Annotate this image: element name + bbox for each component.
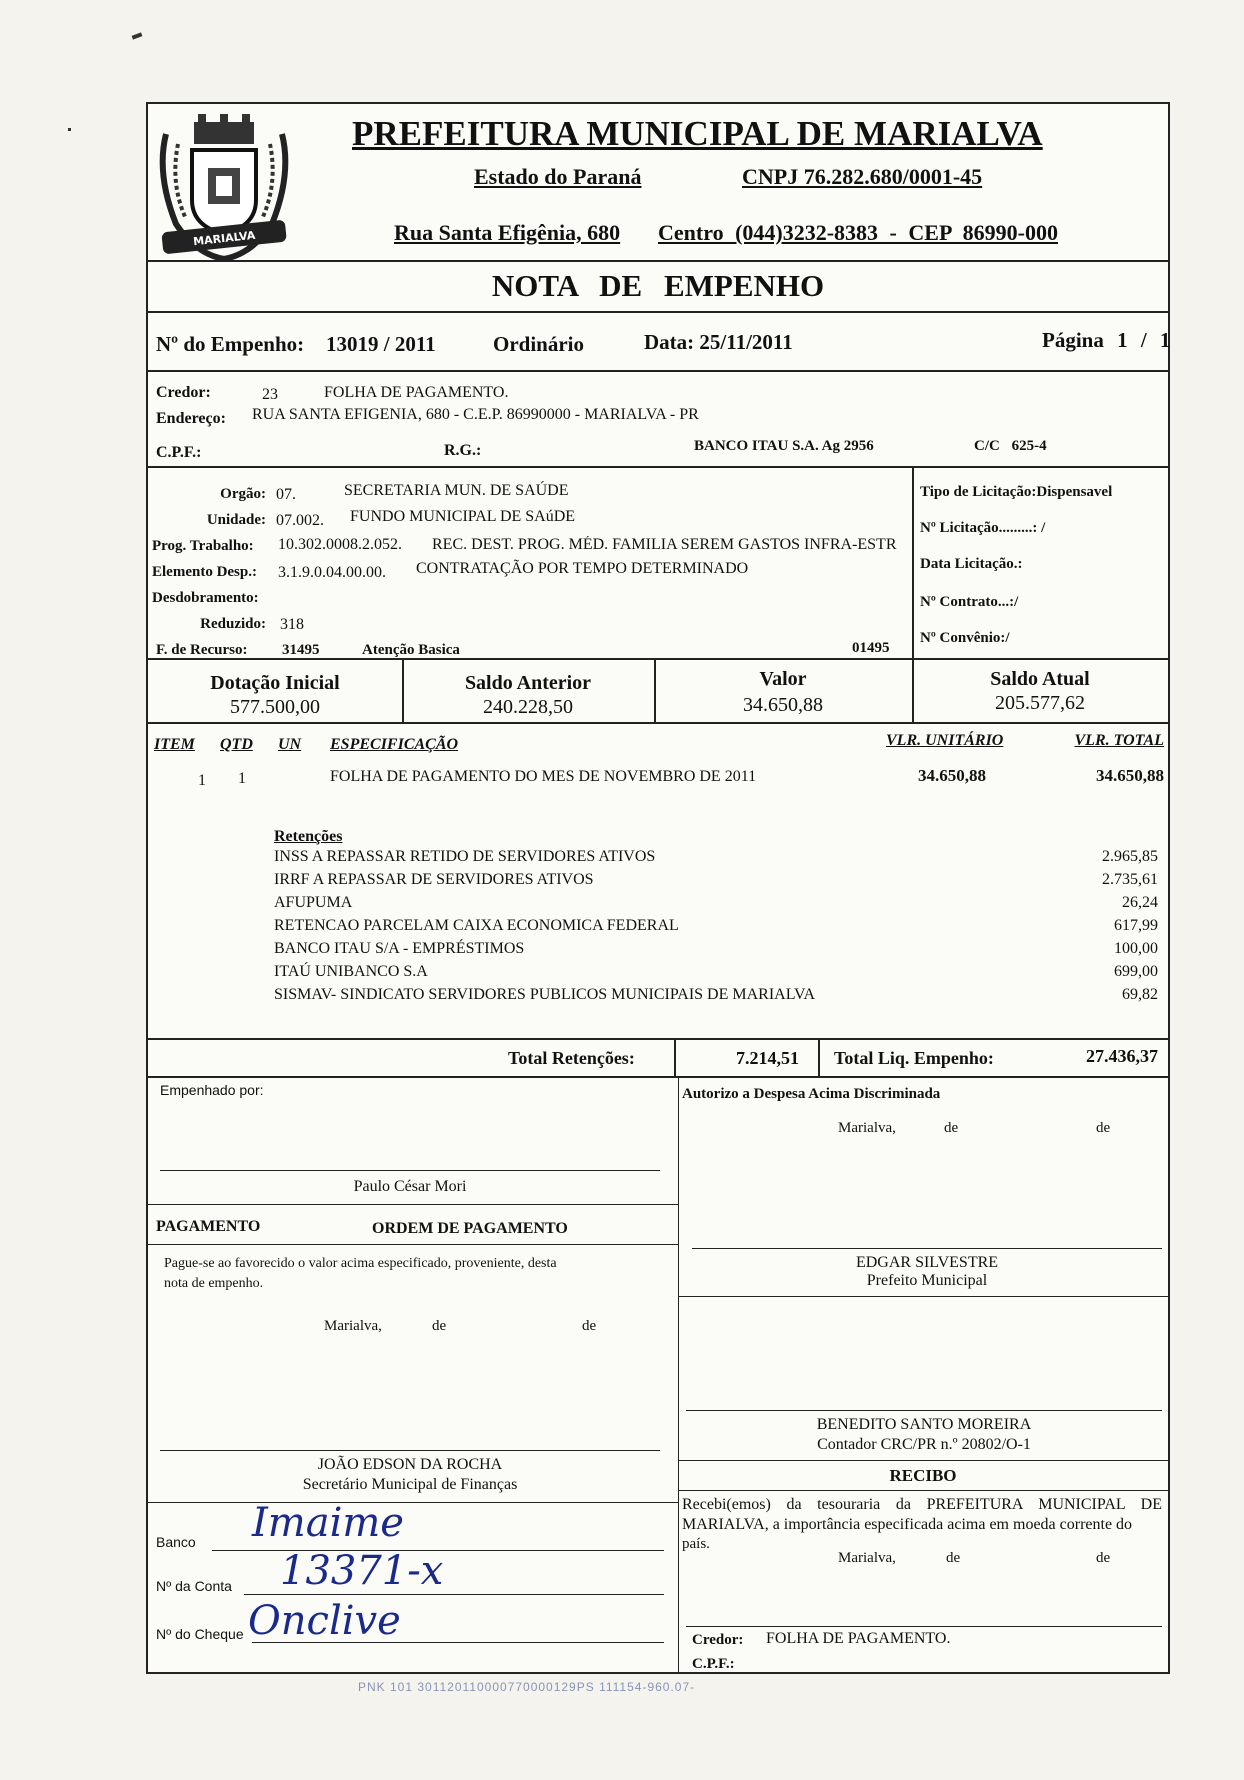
retencao-desc: SISMAV- SINDICATO SERVIDORES PUBLICOS MUNICIPAIS DE MARIALVA xyxy=(274,986,816,1003)
credor-label: Credor: xyxy=(156,384,211,401)
prefeito-role: Prefeito Municipal xyxy=(866,1272,988,1289)
retencoes-title: Retenções xyxy=(274,828,343,845)
banco-agencia: BANCO ITAU S.A. Ag 2956 xyxy=(694,438,874,454)
ordem-pagamento-label: ORDEM DE PAGAMENTO xyxy=(372,1220,568,1237)
numero-convenio: Nº Convênio:/ xyxy=(920,630,1010,646)
numero-licitacao: Nº Licitação.........: / xyxy=(920,520,1046,536)
date-de: de xyxy=(1096,1120,1111,1136)
orgao-code: 07. xyxy=(276,486,296,503)
col-especificacao: ESPECIFICAÇÃO xyxy=(330,736,459,753)
retencao-value: 26,24 xyxy=(1122,894,1158,911)
banco-label: Banco xyxy=(156,1534,196,1550)
endereco-value: RUA SANTA EFIGENIA, 680 - C.E.P. 86990000 - MARIALVA - PR xyxy=(252,406,699,423)
desdobramento-label: Desdobramento: xyxy=(152,590,259,606)
recibo-cpf-label: C.P.F.: xyxy=(692,1656,735,1672)
nota-de-empenho-document xyxy=(146,102,1170,1674)
reduzido-label: Reduzido: xyxy=(200,616,266,632)
cnpj-label: CNPJ 76.282.680/0001-45 xyxy=(742,164,983,189)
table-row-item: 1 xyxy=(198,772,206,789)
credor-code: 23 xyxy=(262,386,278,403)
saldo-atual-label: Saldo Atual xyxy=(990,668,1090,690)
unidade-code: 07.002. xyxy=(276,512,324,529)
prog-trabalho-label: Prog. Trabalho: xyxy=(152,538,254,554)
table-row-vlr-unitario: 34.650,88 xyxy=(918,766,986,785)
empenhado-por-name: Paulo César Mori xyxy=(353,1178,467,1195)
prefeitura-title: PREFEITURA MUNICIPAL DE MARIALVA xyxy=(352,114,1043,153)
footer-code: PNK 101 301120110000770000129PS 111154-960.07- xyxy=(358,1680,696,1694)
date-de: de xyxy=(432,1318,447,1334)
fonte-recurso-code: 31495 xyxy=(282,642,320,658)
empenho-number-label: Nº do Empenho: xyxy=(156,332,305,356)
seal-text: MARIALVA xyxy=(192,228,256,249)
cheque-handwritten: Onclive xyxy=(248,1598,401,1644)
total-liq-value: 27.436,37 xyxy=(1086,1046,1158,1066)
elemento-desp-label: Elemento Desp.: xyxy=(152,564,257,580)
marialva-label: Marialva, xyxy=(838,1550,896,1566)
valor-value: 34.650,88 xyxy=(743,694,823,716)
address-label: Rua Santa Efigênia, 680 xyxy=(394,220,621,245)
empenho-type: Ordinário xyxy=(493,332,585,356)
tipo-licitacao: Tipo de Licitação:Dispensavel xyxy=(920,484,1113,500)
col-qtd: QTD xyxy=(220,736,253,753)
col-vlr-total: VLR. TOTAL xyxy=(1074,732,1164,749)
credor-name: FOLHA DE PAGAMENTO. xyxy=(324,384,509,401)
conta-label: Nº da Conta xyxy=(156,1578,232,1594)
contador-name: BENEDITO SANTO MOREIRA xyxy=(816,1416,1032,1433)
col-vlr-unitario: VLR. UNITÁRIO xyxy=(886,732,1004,749)
contact-label: Centro (044)3232-8383 - CEP 86990-000 xyxy=(658,220,1058,245)
recibo-text-2: MARIALVA, a importância especificada acima em moeda corrente do xyxy=(682,1516,1133,1533)
municipal-seal-icon xyxy=(156,114,292,264)
retencao-desc: RETENCAO PARCELAM CAIXA ECONOMICA FEDERAL xyxy=(274,917,679,934)
orgao-value: SECRETARIA MUN. DE SAÚDE xyxy=(344,482,569,499)
retencao-desc: BANCO ITAU S/A - EMPRÉSTIMOS xyxy=(274,940,525,957)
prog-trabalho-value: REC. DEST. PROG. MÉD. FAMILIA SEREM GASTOS INFRA-ESTR xyxy=(432,536,897,553)
retencao-value: 699,00 xyxy=(1114,963,1158,980)
cheque-label: Nº do Cheque xyxy=(156,1626,244,1642)
document-title: NOTA DE EMPENHO xyxy=(491,268,825,303)
conta-corrente: C/C 625-4 xyxy=(974,438,1047,454)
conta-handwritten: 13371-x xyxy=(280,1548,444,1594)
empenhado-por-label: Empenhado por: xyxy=(160,1082,264,1098)
elemento-desp-value: CONTRATAÇÃO POR TEMPO DETERMINADO xyxy=(416,560,749,577)
retencao-value: 2.965,85 xyxy=(1102,848,1158,865)
numero-contrato: Nº Contrato...:/ xyxy=(920,594,1019,610)
date-de: de xyxy=(946,1550,961,1566)
total-retencoes-label: Total Retenções: xyxy=(508,1048,635,1068)
retencao-value: 100,00 xyxy=(1114,940,1158,957)
retencao-desc: IRRF A REPASSAR DE SERVIDORES ATIVOS xyxy=(274,871,594,888)
retencao-desc: AFUPUMA xyxy=(274,894,353,911)
banco-handwritten: Imaime xyxy=(252,1500,404,1546)
col-un: UN xyxy=(278,736,302,753)
recibo-text-1: Recebi(emos) da tesouraria da PREFEITURA MUNICIPAL DE xyxy=(682,1496,1162,1513)
fonte-recurso-label: F. de Recurso: xyxy=(156,642,248,658)
total-retencoes-value: 7.214,51 xyxy=(736,1048,799,1068)
unidade-value: FUNDO MUNICIPAL DE SAúDE xyxy=(350,508,576,525)
cpf-label: C.P.F.: xyxy=(156,444,202,461)
retencao-desc: ITAÚ UNIBANCO S.A xyxy=(274,963,428,980)
endereco-label: Endereço: xyxy=(156,410,226,427)
date-de: de xyxy=(944,1120,959,1136)
dotacao-inicial-label: Dotação Inicial xyxy=(210,672,340,694)
secretario-name: JOÃO EDSON DA ROCHA xyxy=(317,1456,503,1473)
retencao-value: 2.735,61 xyxy=(1102,871,1158,888)
empenho-number: 13019 / 2011 xyxy=(326,332,436,356)
rg-label: R.G.: xyxy=(444,442,482,459)
pagamento-text-2: nota de empenho. xyxy=(164,1276,264,1291)
retencao-value: 617,99 xyxy=(1114,917,1158,934)
pagamento-text-1: Pague-se ao favorecido o valor acima especificado, proveniente, desta xyxy=(164,1256,557,1271)
retencao-desc: INSS A REPASSAR RETIDO DE SERVIDORES ATIVOS xyxy=(274,848,656,865)
table-row-vlr-total: 34.650,88 xyxy=(1096,766,1164,785)
unidade-label: Unidade: xyxy=(206,512,266,528)
scan-speck xyxy=(132,32,143,39)
recibo-credor-value: FOLHA DE PAGAMENTO. xyxy=(766,1630,951,1647)
saldo-anterior-value: 240.228,50 xyxy=(483,696,573,718)
col-item: ITEM xyxy=(154,736,195,753)
valor-label: Valor xyxy=(759,668,807,690)
recibo-credor-label: Credor: xyxy=(692,1632,744,1648)
table-row-especificacao: FOLHA DE PAGAMENTO DO MES DE NOVEMBRO DE 2011 xyxy=(330,768,757,785)
dotacao-inicial-value: 577.500,00 xyxy=(230,696,320,718)
saldo-anterior-label: Saldo Anterior xyxy=(464,672,592,694)
saldo-atual-value: 205.577,62 xyxy=(995,692,1085,714)
fonte-recurso-number: 01495 xyxy=(852,640,890,656)
table-row-qtd: 1 xyxy=(238,770,246,787)
date-de: de xyxy=(1096,1550,1111,1566)
autorizo-label: Autorizo a Despesa Acima Discriminada xyxy=(682,1086,941,1102)
date-de: de xyxy=(582,1318,597,1334)
secretario-role: Secretário Municipal de Finanças xyxy=(302,1476,518,1493)
empenho-date: Data: 25/11/2011 xyxy=(644,330,793,354)
page-number: Página 1 / 1 xyxy=(1042,328,1171,352)
scan-speck xyxy=(68,128,71,131)
fonte-recurso-name: Atenção Basica xyxy=(362,642,460,658)
orgao-label: Orgão: xyxy=(220,486,266,502)
reduzido-value: 318 xyxy=(280,616,304,633)
recibo-title: RECIBO xyxy=(889,1466,957,1485)
prefeito-name: EDGAR SILVESTRE xyxy=(855,1254,999,1271)
marialva-label: Marialva, xyxy=(838,1120,896,1136)
data-licitacao: Data Licitação.: xyxy=(920,556,1023,572)
elemento-desp-code: 3.1.9.0.04.00.00. xyxy=(278,564,386,581)
total-liq-label: Total Liq. Empenho: xyxy=(834,1048,994,1068)
recibo-text-3: país. xyxy=(682,1536,710,1552)
estado-label: Estado do Paraná xyxy=(474,164,642,189)
contador-role: Contador CRC/PR n.º 20802/O-1 xyxy=(817,1436,1031,1453)
prog-trabalho-code: 10.302.0008.2.052. xyxy=(278,536,402,553)
retencao-value: 69,82 xyxy=(1122,986,1158,1003)
pagamento-label: PAGAMENTO xyxy=(156,1218,261,1235)
marialva-label: Marialva, xyxy=(324,1318,382,1334)
